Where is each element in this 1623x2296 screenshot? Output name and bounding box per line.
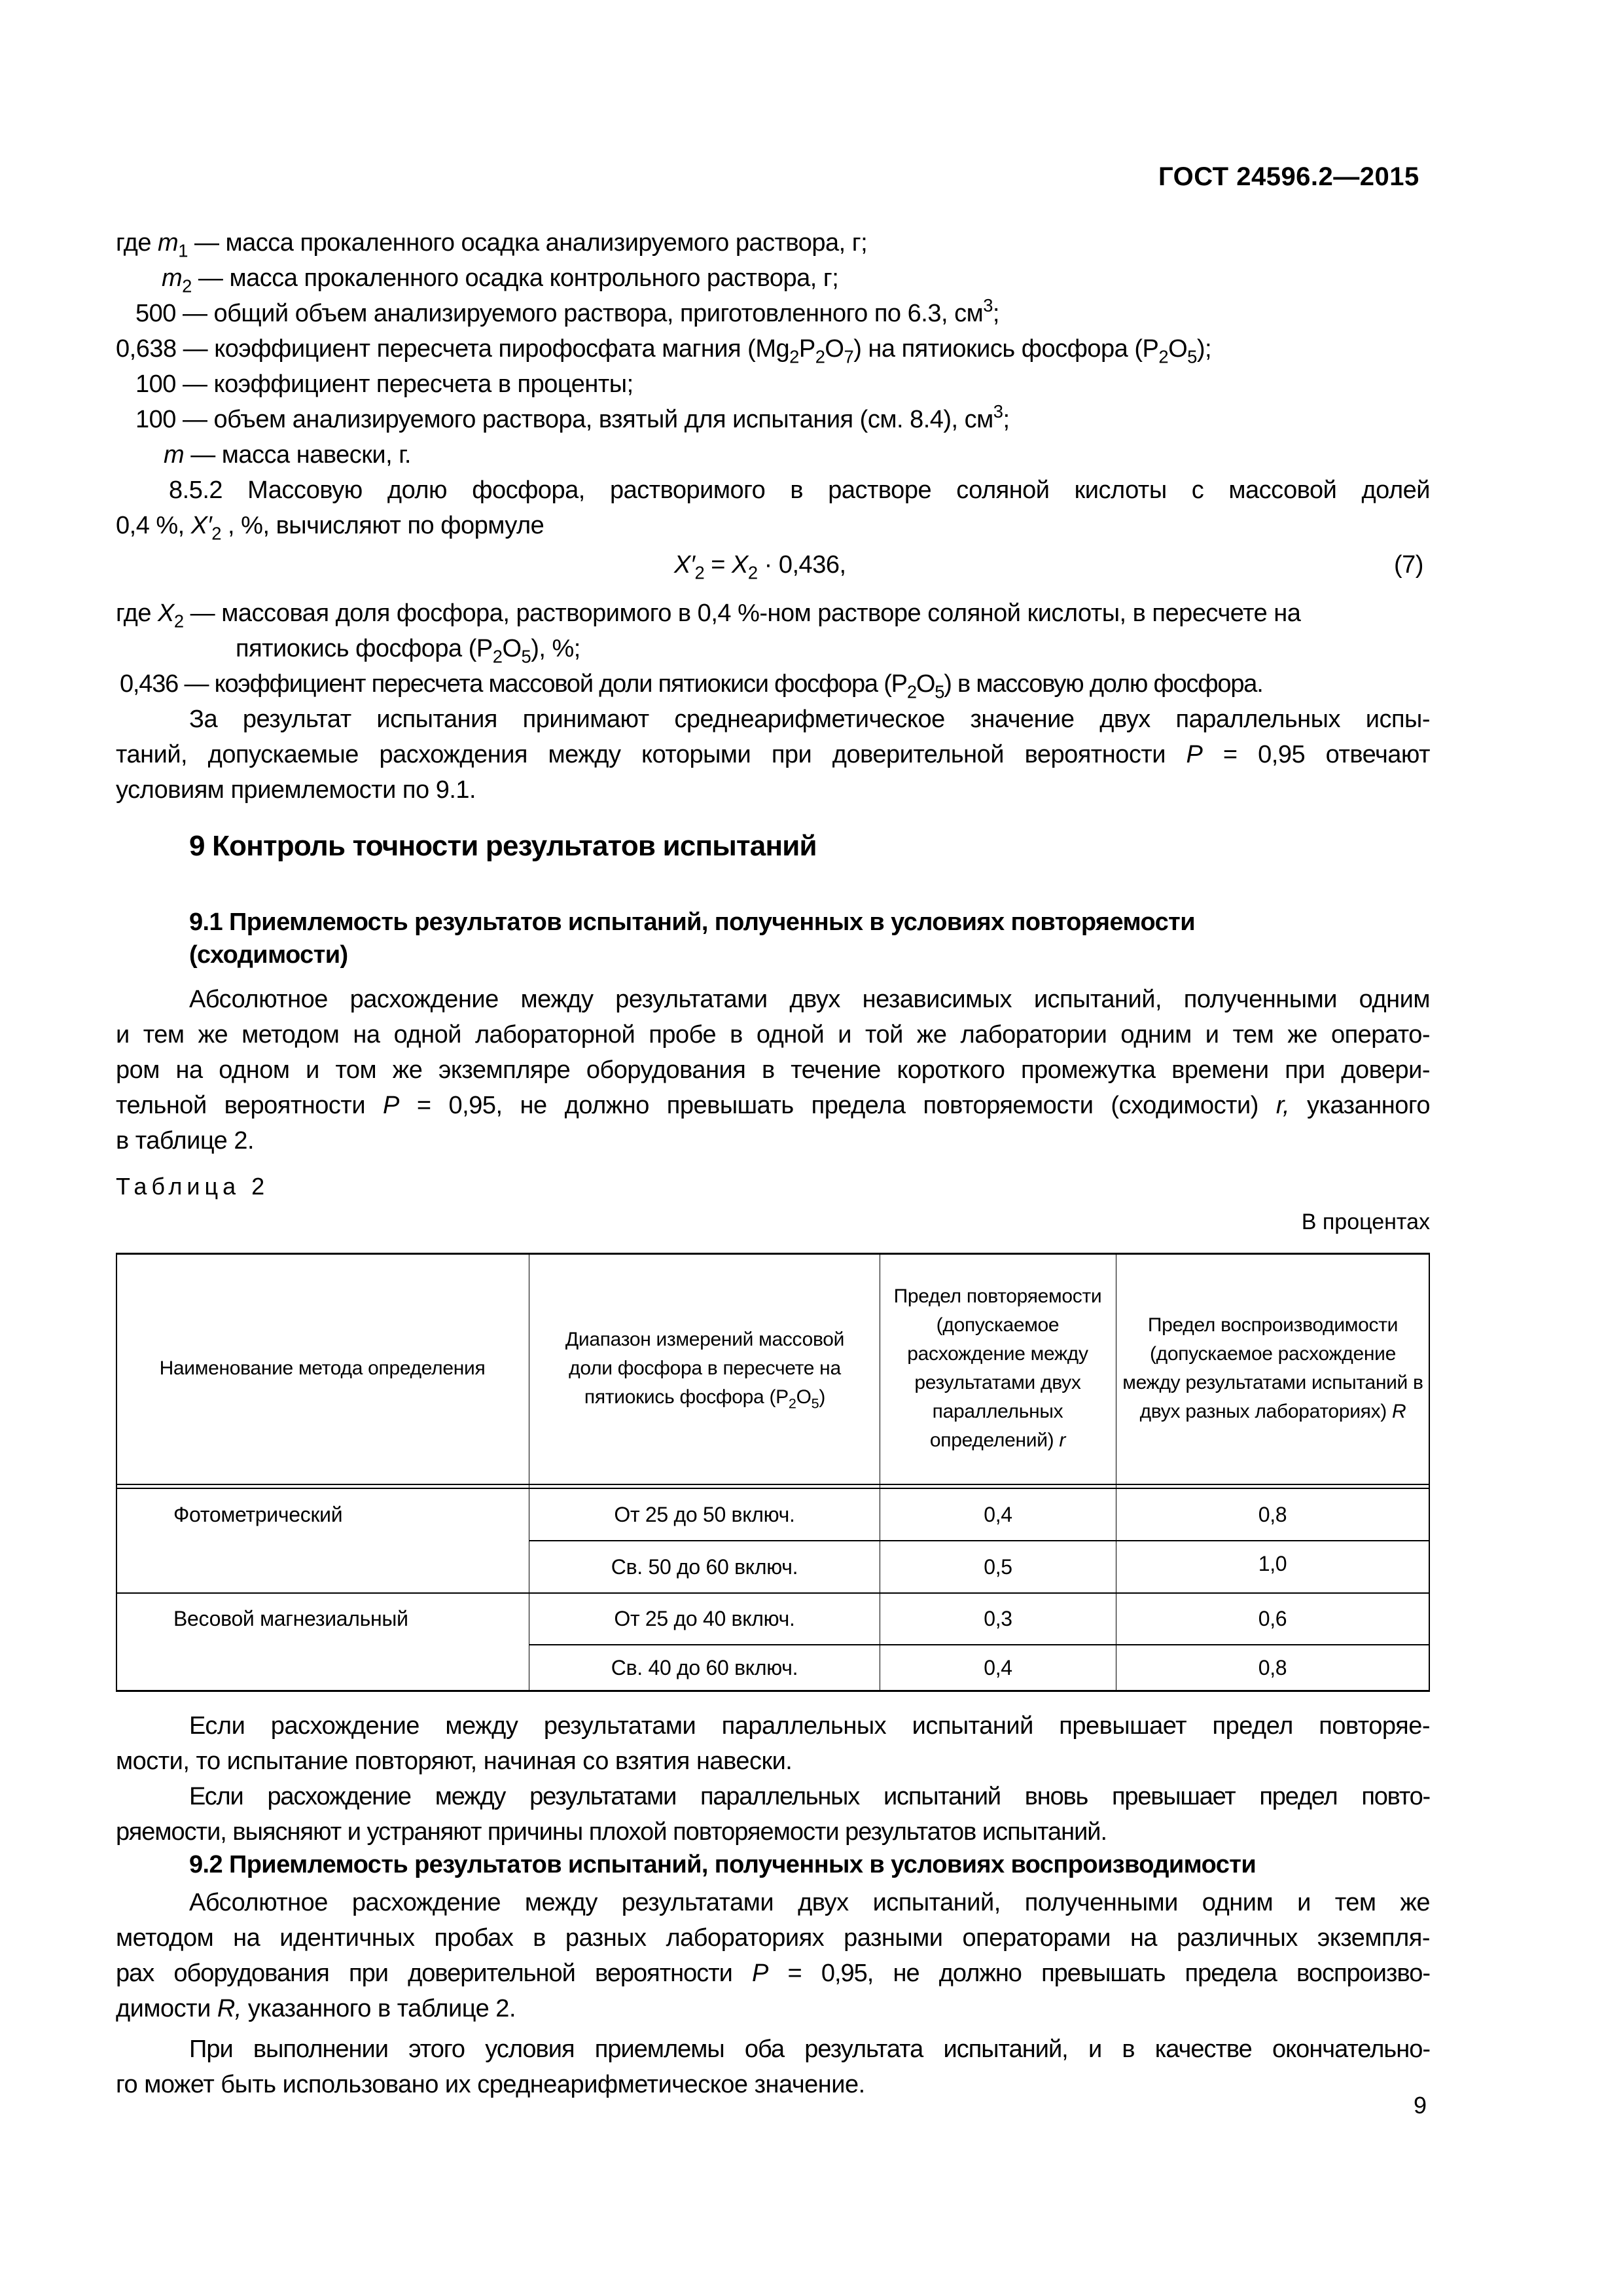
section-9-1-para-line2: и тем же методом на одной лабораторной пробе в одной и той же лаборатории одним и тем же операто- (116, 1021, 1430, 1049)
reproducibility-cell: 0,8 (1258, 1655, 1287, 1679)
section-9-1-para-line1: Абсолютное расхождение между результатами двух независимых испытаний, полученными одним (189, 986, 1430, 1013)
formula-7: $X'_2 = X_2 \cdot 0,436$, (674, 551, 846, 583)
definition-500: 500 — общий объем анализируемого раствора, приготовленного по 6.3, $см^3$; (135, 295, 999, 327)
definition-m: m — масса навески, г. (164, 441, 411, 469)
header-method: Наименование метода определения (159, 1357, 486, 1379)
after-table-p1-line2: мости, то испытание повторяют, начиная со взятия навески. (116, 1748, 793, 1775)
repeatability-cell: 0,4 (984, 1655, 1012, 1679)
repeatability-cell: 0,3 (984, 1607, 1012, 1630)
definition-100-percent: 100 — коэффициент пересчета в проценты; (135, 370, 633, 398)
table-units: В процентах (1301, 1210, 1430, 1234)
table-caption: Таблица 2 (116, 1173, 270, 1200)
header-range: Диапазон измерений массовой доли фосфора в пересчете на пятиокись фосфора $(P_2O_5)$ (565, 1328, 845, 1412)
reproducibility-cell: 0,8 (1258, 1502, 1287, 1526)
method-photometric: Фотометрический (173, 1502, 343, 1526)
after-table-p1-line1: Если расхождение между результатами параллельных испытаний превышает предел повторяе- (189, 1712, 1430, 1740)
repeatability-cell: 0,5 (984, 1554, 1012, 1579)
section-9-2-p2-line2: го может быть использовано их среднеарифметическое значение. (116, 2071, 865, 2098)
repeatability-cell: 0,4 (984, 1502, 1012, 1526)
result-para-line3: условиям приемлемости по 9.1. (116, 776, 476, 804)
header-divider-1 (116, 1484, 1430, 1485)
header-reproducibility: Предел воспроизводимости (допускаемое расхождение между результатами испытаний в двух разных лабораториях) R (1122, 1314, 1423, 1422)
section-9-2-line4: димости R, указанного в таблице 2. (116, 1995, 516, 2022)
definition-m1: где $m_1$ — масса прокаленного осадка анализируемого раствора, г; (116, 229, 868, 261)
section-9-1-title-line2: (сходимости) (189, 941, 348, 969)
range-cell: Св. 50 до 60 включ. (611, 1554, 798, 1579)
definition-x2: где $X_2$ — массовая доля фосфора, растворимого в 0,4 %-ном растворе соляной кислоты, в пересчете на (116, 600, 1301, 632)
definition-m2: $m_2$ — масса прокаленного осадка контрольного раствора, г; (162, 264, 839, 296)
page-number: 9 (1414, 2092, 1427, 2119)
definition-0436: 0,436 — коэффициент пересчета массовой доли пятиокиси фосфора $(P_2O_5)$ в массовую долю фосфора. (120, 670, 1263, 702)
definition-100-volume: 100 — объем анализируемого раствора, взятый для испытания (см. 8.4), $см^3$; (135, 401, 1010, 433)
section-9-2-p2-line1: При выполнении этого условия приемлемы оба результата испытаний, и в качестве окончательно- (189, 2036, 1430, 2063)
section-9-1-title-line1: 9.1 Приемлемость результатов испытаний, полученных в условиях повторяемости (189, 908, 1195, 936)
section-9-1-para-line3: ром на одном и том же экземпляре оборудования в течение короткого промежутка времени при довери- (116, 1056, 1430, 1084)
standard-code-header: ГОСТ 24596.2—2015 (1158, 162, 1419, 191)
after-table-p2-line2: ряемости, выясняют и устраняют причины плохой повторяемости результатов испытаний. (116, 1818, 1107, 1846)
reproducibility-cell: 1,0 (1258, 1551, 1287, 1575)
result-para-line1: За результат испытания принимают среднеарифметическое значение двух параллельных испы- (189, 706, 1430, 733)
definition-0638: 0,638 — коэффициент пересчета пирофосфата магния $(Mg_2P_2O_7)$ на пятиокись фосфора $(P_2O_5)$; (116, 335, 1212, 367)
clause-8-5-2-line2: 0,4 %, $X'_2$ , %, вычисляют по формуле (116, 512, 544, 544)
result-para-line2: таний, допускаемые расхождения между которыми при доверительной вероятности P = 0,95 отвечают (116, 741, 1430, 768)
section-9-title: 9 Контроль точности результатов испытаний (189, 830, 817, 862)
definition-x2-cont: пятиокись фосфора $(P_2O_5)$, %; (236, 635, 580, 667)
table-border-left (116, 1253, 117, 1692)
header-repeatability: Предел повторяемости (допускаемое расхождение между результатами двух параллельных определений) r (893, 1285, 1102, 1451)
section-9-2-line3: рах оборудования при доверительной вероятности P = 0,95, не должно превышать предела воспроизво- (116, 1960, 1430, 1987)
range-cell: От 25 до 50 включ. (614, 1502, 795, 1526)
range-cell: Св. 40 до 60 включ. (611, 1655, 798, 1679)
section-9-2-line2: методом на идентичных пробах в разных лабораториях разными операторами на различных экземпля- (116, 1924, 1430, 1952)
after-table-p2-line1: Если расхождение между результатами параллельных испытаний вновь превышает предел повто- (189, 1783, 1430, 1810)
section-9-1-para-line4: тельной вероятности P = 0,95, не должно превышать предела повторяемости (сходимости) r, указанного (116, 1092, 1430, 1119)
table-2 (116, 1253, 1430, 1692)
formula-number: (7) (1394, 551, 1423, 579)
range-cell: От 25 до 40 включ. (614, 1607, 795, 1630)
section-9-2-line1: Абсолютное расхождение между результатами двух испытаний, полученными одним и тем же (189, 1889, 1430, 1916)
reproducibility-cell: 0,6 (1258, 1607, 1287, 1630)
method-gravimetric-magnesia: Весовой магнезиальный (173, 1607, 408, 1630)
table-border-bottom (116, 1690, 1430, 1692)
section-9-2-title: 9.2 Приемлемость результатов испытаний, полученных в условиях воспроизводимости (189, 1851, 1257, 1878)
table-border-right (1429, 1253, 1430, 1692)
clause-8-5-2-line1: 8.5.2 Массовую долю фосфора, растворимого в растворе соляной кислоты с массовой долей (169, 476, 1430, 504)
section-9-1-para-line5: в таблице 2. (116, 1127, 255, 1155)
